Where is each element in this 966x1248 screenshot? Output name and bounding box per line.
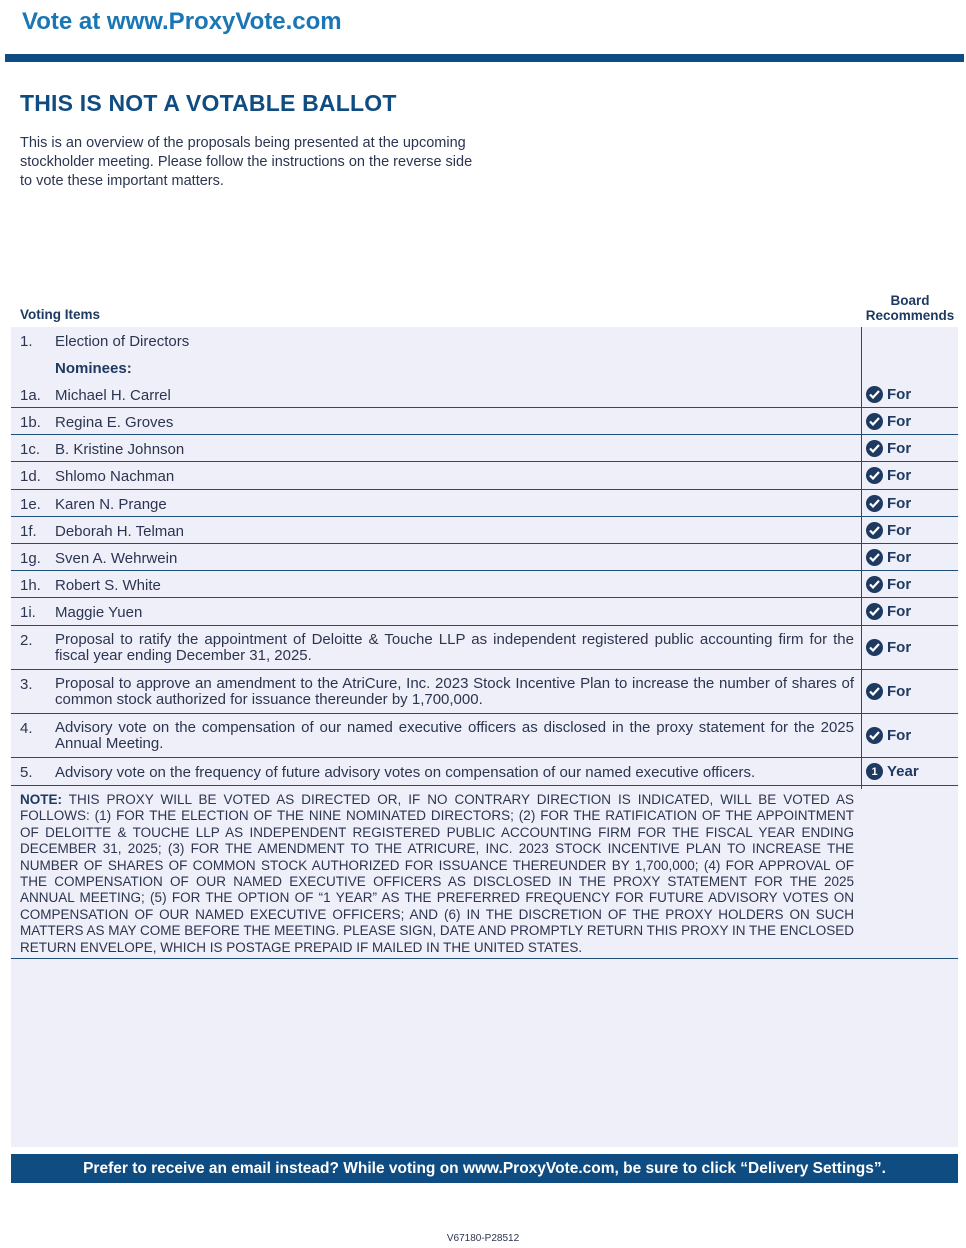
item-number: 4.	[20, 720, 33, 737]
item-text: Sven A. Wehrwein	[55, 550, 178, 567]
page-title: THIS IS NOT A VOTABLE BALLOT	[20, 90, 397, 116]
item-row-1	[11, 327, 958, 354]
table-row	[11, 571, 958, 598]
table-row	[11, 714, 958, 758]
check-circle-icon	[866, 549, 883, 566]
footer-banner-text: Prefer to receive an email instead? While voting on www.ProxyVote.com, be sure to click “Delivery Settings”.	[83, 1159, 886, 1177]
recommendation-label: For	[887, 413, 912, 430]
check-circle-icon	[866, 683, 883, 700]
check-circle-icon	[866, 386, 883, 403]
board-recommends-header: Board Recommends	[865, 293, 955, 323]
item-number: 1a.	[20, 387, 41, 404]
number-one-icon: 1	[866, 763, 883, 780]
item-text: Karen N. Prange	[55, 496, 167, 513]
recommendation	[866, 467, 911, 484]
table-row	[11, 435, 958, 462]
table-row	[11, 462, 958, 490]
table-row	[11, 490, 958, 517]
recommendation-label: For	[887, 386, 912, 403]
header-rule	[5, 54, 964, 62]
item-number: 2.	[20, 632, 33, 649]
recommendation	[866, 639, 911, 656]
check-circle-icon	[866, 603, 883, 620]
recommendation-label: For	[887, 495, 912, 512]
intro-text: This is an overview of the proposals being presented at the upcoming stockholder meeting. Please follow the instructions on the reverse side to vote these important matters.	[20, 135, 473, 189]
check-circle-icon	[866, 639, 883, 656]
recommendation-label: For	[887, 467, 912, 484]
recommendation	[866, 576, 911, 593]
note-divider	[11, 958, 958, 959]
recommendation-label: Year	[887, 763, 919, 780]
ballot-panel	[11, 327, 958, 1147]
note-text	[20, 792, 854, 956]
recommendation	[866, 683, 911, 700]
item-number: 1.	[20, 333, 33, 350]
item-text: Michael H. Carrel	[55, 387, 171, 404]
item-text: B. Kristine Johnson	[55, 441, 185, 458]
recommendation-label: For	[887, 639, 912, 656]
item-number: 1h.	[20, 577, 41, 594]
check-circle-icon	[866, 413, 883, 430]
table-row	[11, 381, 958, 408]
recommendation	[866, 603, 911, 620]
recommendation-label: For	[887, 727, 912, 744]
recommendation	[866, 763, 919, 780]
recommendation	[866, 727, 911, 744]
item-number: 1f.	[20, 523, 37, 540]
check-circle-icon	[866, 495, 883, 512]
recommendation-label: For	[887, 683, 912, 700]
check-circle-icon	[866, 576, 883, 593]
item-number: 1d.	[20, 468, 41, 485]
table-row	[11, 408, 958, 435]
nominees-row	[11, 354, 958, 381]
voting-items-header: Voting Items	[20, 307, 101, 322]
recommendation-label: For	[887, 603, 912, 620]
table-row	[11, 626, 958, 670]
recommendation-label: For	[887, 576, 912, 593]
recommendation	[866, 522, 911, 539]
check-circle-icon	[866, 727, 883, 744]
item-text: Election of Directors	[55, 333, 190, 350]
item-text: Advisory vote on the frequency of future advisory votes on compensation of our named executive officers.	[55, 764, 756, 781]
check-circle-icon	[866, 522, 883, 539]
recommendation-label: For	[887, 522, 912, 539]
check-circle-icon	[866, 440, 883, 457]
item-number: 1e.	[20, 496, 41, 513]
table-row	[11, 517, 958, 544]
item-number: 1i.	[20, 604, 36, 621]
recommendation-label: For	[887, 549, 912, 566]
table-row	[11, 544, 958, 571]
table-row	[11, 598, 958, 626]
item-text: Maggie Yuen	[55, 604, 143, 621]
item-number: 1c.	[20, 441, 41, 458]
item-text: Shlomo Nachman	[55, 468, 175, 485]
item-text: Deborah H. Telman	[55, 523, 184, 540]
recommendation	[866, 440, 911, 457]
item-text: Proposal to approve an amendment to the AtriCure, Inc. 2023 Stock Incentive Plan to increase the number of shares of common stock authorized for issuance thereunder by 1,700,000.	[55, 675, 854, 708]
item-number: 5.	[20, 764, 33, 781]
table-row	[11, 758, 958, 786]
item-number: 1g.	[20, 550, 41, 567]
table-row	[11, 670, 958, 714]
recommendation-label: For	[887, 440, 912, 457]
note-label: NOTE:	[20, 792, 62, 807]
item-number: 1b.	[20, 414, 41, 431]
note-body: THIS PROXY WILL BE VOTED AS DIRECTED OR, IF NO CONTRARY DIRECTION IS INDICATED, WILL BE VOTED AS FOLLOWS: (1) FOR THE ELECTION OF THE NINE NOMINATED DIRECTORS; (2) FOR THE RATIFICATION OF THE APPOINTMENT OF DELOITTE & TOUCHE LLP AS INDEPENDENT REGISTERED PUBLIC ACCOUNTING FIRM FOR THE FISCAL YEAR ENDING DECEMBER 31, 2025; (3) FOR THE AMENDMENT TO THE ATRICURE, INC. 2023 STOCK INCENTIVE PLAN TO INCREASE THE NUMBER OF SHARES OF COMMON STOCK AUTHORIZED FOR ISSUANCE THEREUNDER BY 1,700,000; (4) FOR APPROVAL OF THE COMPENSATION OF OUR NAMED EXECUTIVE OFFICERS AS DISCLOSED IN THE PROXY STATEMENT FOR THE 2025 ANNUAL MEETING; (5) FOR THE OPTION OF “1 YEAR” AS THE PREFERRED FREQUENCY FOR FUTURE ADVISORY VOTES ON COMPENSATION OF OUR NAMED EXECUTIVE OFFICERS; AND (6) IN THE DISCRETION OF THE PROXY HOLDERS ON SUCH MATTERS AS MAY COME BEFORE THE MEETING. PLEASE SIGN, DATE AND PROMPTLY RETURN THIS PROXY IN THE ENCLOSED RETURN ENVELOPE, WHICH IS POSTAGE PREPAID IF MAILED IN THE UNITED STATES.	[20, 792, 854, 955]
check-circle-icon	[866, 467, 883, 484]
job-code: V67180-P28512	[446, 1233, 520, 1244]
item-text: Regina E. Groves	[55, 414, 174, 431]
item-number: 3.	[20, 676, 33, 693]
item-text: Proposal to ratify the appointment of Deloitte & Touche LLP as independent registered public accounting firm for the fiscal year ending December 31, 2025.	[55, 631, 854, 664]
footer-banner	[11, 1154, 958, 1183]
recommendation	[866, 549, 911, 566]
nominees-label: Nominees:	[55, 360, 132, 377]
item-text: Advisory vote on the compensation of our named executive officers as disclosed in the proxy statement for the 2025 Annual Meeting.	[55, 719, 854, 752]
recommendation	[866, 413, 911, 430]
header-title: Vote at www.ProxyVote.com	[22, 8, 342, 35]
recommendation	[866, 495, 911, 512]
recommendation	[866, 386, 911, 403]
item-text: Robert S. White	[55, 577, 161, 594]
